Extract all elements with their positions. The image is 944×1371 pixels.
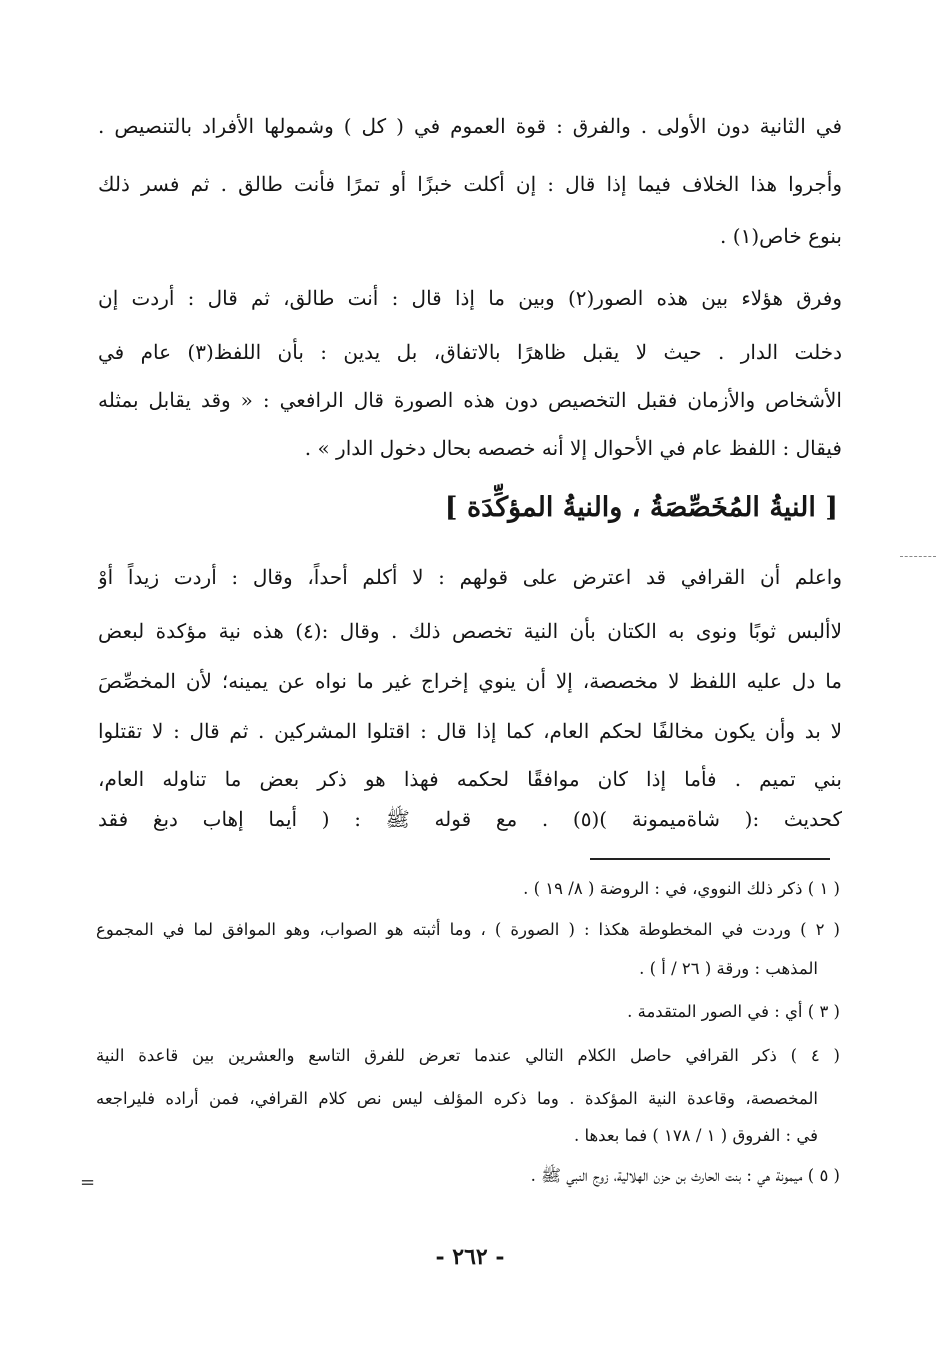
body-line-5: دخلت الدار . حيث لا يقبل ظاهرًا بالاتفاق، بل يدين : بأن اللفظ(٣) عام في	[98, 340, 842, 364]
footnote-4-line-3: في : الفروق ( ١ / ١٧٨ ) فما بعدها .	[573, 1126, 818, 1145]
footnote-2-line-1: ( ٢ ) وردت في المخطوطة هكذا : ( الصورة ) ، وما أثبته هو الصواب، وهو الموافق لما في المجموع	[96, 920, 840, 939]
page-number: - ٢٦٢ -	[435, 1244, 505, 1270]
body-line-2: وأجروا هذا الخلاف فيما إذا قال : إن أكلت خبزًا أو تمرًا فأنت طالق . ثم فسر ذلك	[98, 172, 842, 196]
body-line-6: الأشخاص والأزمان فقبل التخصيص دون هذه الصورة قال الرافعي : « وقد يقابل بمثله	[98, 388, 842, 412]
footnote-4-line-1: ( ٤ ) ذكر القرافي حاصل الكلام التالي عندما تعرض للفرق التاسع والعشرين بين قاعدة النية	[96, 1046, 840, 1065]
section-line-1: واعلم أن القرافي قد اعترض على قولهم : لا أكلم أحداً، وقال : أردت زيداً أَوْ	[98, 565, 842, 589]
section-line-2: لاألبس ثوبًا ونوى به الكتان بأن النية تخصص ذلك . وقال :(٤) هذه نية مؤكدة لبعض	[98, 619, 842, 643]
section-line-6: كحديث :( شاةميمونة )(٥) . مع قوله ﷺ : ( أيما إهاب دبغ فقد	[98, 807, 842, 831]
footnote-4-line-2: المخصصة، وقاعدة النية المؤكدة . وما ذكره المؤلف ليس نص كلام القرافي، فمن أراده فليراجعه	[96, 1089, 818, 1108]
section-line-4: لا بد وأن يكون مخالفًا لحكم العام، كما إذا قال : اقتلوا المشركين . ثم قال : لا تقتلوا	[98, 719, 842, 743]
footnote-2-line-2: المذهب : ورقة ( ٢٦ / أ ) .	[639, 959, 818, 978]
body-line-4: وفرق هؤلاء بين هذه الصور(٢) وبين ما إذا قال : أنت طالق، ثم قال : أردت إن	[98, 286, 842, 310]
section-line-5: بني تميم . فأما إذا كان موافقًا لحكمه فهذا هو ذكر بعض ما تناوله العام،	[98, 767, 842, 791]
body-line-3: بنوع خاص(١) .	[720, 224, 842, 248]
footnote-1: ( ١ ) ذكر ذلك النووي، في : الروضة ( ٨/ ١٩ ) .	[523, 879, 840, 898]
footnote-3: ( ٣ ) أي : في الصور المتقدمة .	[627, 1002, 840, 1021]
body-line-1: في الثانية دون الأولى . والفرق : قوة العموم في ( كل ) وشمولها الأفراد بالتنصيص .	[98, 114, 842, 138]
footnote-separator	[590, 858, 830, 860]
section-heading: [ النيةُ المُخَصِّصَةُ ، والنيةُ المؤكِّدَة ]	[444, 492, 838, 523]
margin-dash-mark	[900, 556, 936, 557]
body-line-7: فيقال : اللفظ عام في الأحوال إلا أنه خصصه بحال دخول الدار » .	[304, 436, 842, 460]
section-line-3: ما دل عليه اللفظ لا مخصصة، إلا أن ينوي إخراج غير ما نواه عن يمينه؛ لأن المخصِّصَ	[98, 669, 842, 693]
footnote-5: ( ٥ ) ميمونة هي : بنت الحارث بن حزن الهلالية، زوج النبي ﷺ .	[530, 1166, 840, 1185]
margin-equals-mark: =	[80, 1172, 96, 1193]
